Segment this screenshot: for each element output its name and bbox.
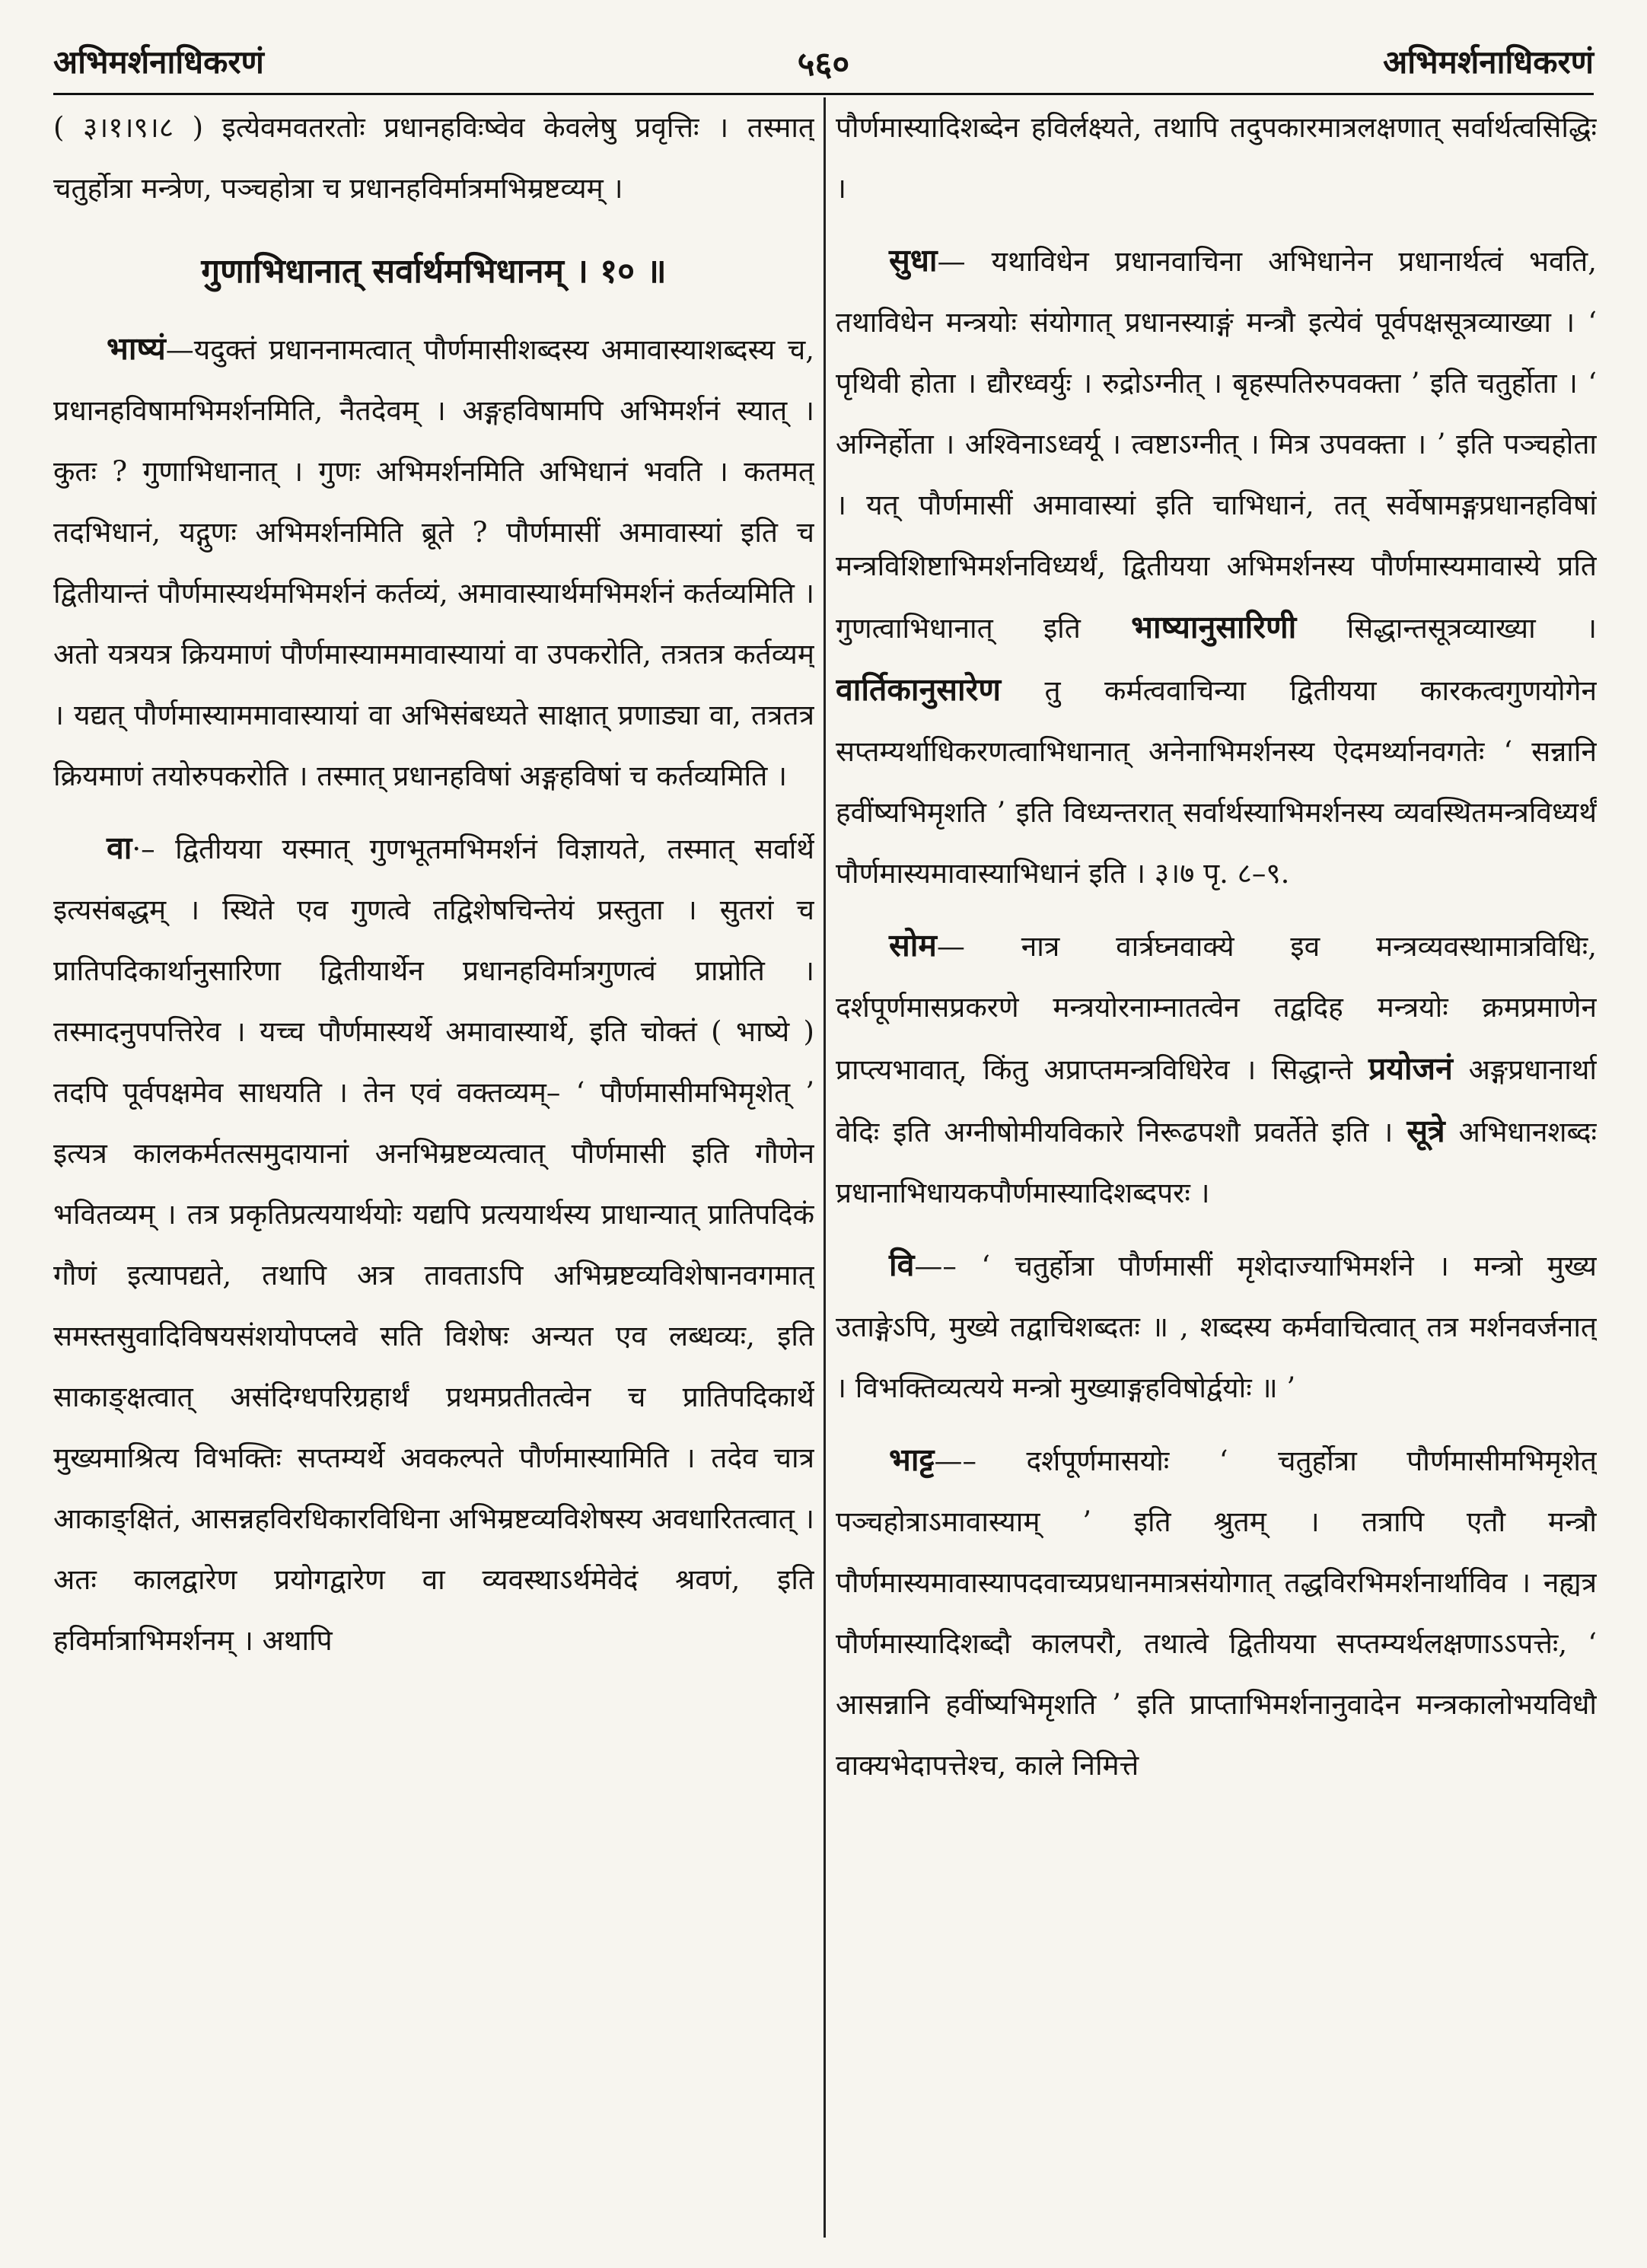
sudha-mid-text: सिद्धान्तसूत्रव्याख्या । [1346, 612, 1597, 645]
va-paragraph [53, 817, 814, 1671]
soma-paragraph [836, 915, 1597, 1224]
soma-text-b: अङ्गप्रधानार्था वेदिः इति अग्नीषोमीयविकारे निरूढपशौ प्रवर्तेते इति । [836, 1053, 1597, 1148]
header-rule [53, 93, 1594, 95]
page-header [53, 40, 1594, 85]
soma-text-a: — नात्र वार्त्रघ्नवाक्ये इव मन्त्रव्यवस्थामात्रविधिः, दर्शपूर्णमासप्रकरणे मन्त्रयोरनाम्नातत्वेन तद्वदिह मन्त्रयोः क्रमप्रमाणेन प्राप्त्यभावात्, किंतु अप्राप्तमन्त्रविधिरेव । सिद्धान्ते [836, 930, 1597, 1086]
bhatta-label: भाट्ट [889, 1441, 935, 1478]
right-column [836, 97, 1597, 2238]
sudha-paragraph [836, 230, 1597, 904]
va-label: वा [107, 830, 132, 866]
vi-text: —– ‘ चतुर्होत्रा पौर्णमासीं मृशेदाज्याभिमर्शने । मन्त्रो मुख्य उताङ्गेऽपि, मुख्ये तद्वाचिशब्दतः ॥ , शब्दस्य कर्मवाचित्वात् तत्र मर्शनवर्जनात् । विभक्तिव्यत्यये मन्त्रो मुख्याङ्गहविषोर्द्वयोः ॥ ’ [836, 1250, 1597, 1404]
vi-label: वि [889, 1247, 915, 1283]
soma-text-c: अभिधानशब्दः प्रधानाभिधायकपौर्णमास्यादिशब्दपरः । [836, 1116, 1597, 1209]
sudha-bold-bhashyanusarini: भाष्यानुसारिणी [1131, 609, 1297, 645]
soma-label: सोम [889, 927, 937, 964]
page-number: ५६० [797, 45, 850, 84]
sudha-bold-vartikanusarena: वार्तिकानुसारेण [836, 671, 1002, 708]
bhatta-paragraph [836, 1429, 1597, 1796]
bhatta-text: —– दर्शपूर्णमासयोः ‘ चतुर्होत्रा पौर्णमासीमभिमृशेत् पञ्चहोत्राऽमावास्याम् ’ इति श्रुतम् । तत्रापि एतौ मन्त्रौ पौर्णमास्यमावास्यापदवाच्यप्रधानमात्रसंयोगात् तद्धविरभिमर्शनार्थाविव । नह्यत्र पौर्णमास्यादिशब्दौ कालपरौ, तथात्वे द्वितीयया सप्तम्यर्थलक्षणाऽऽपत्तेः, ‘ आसन्नानि हवींष्यभिमृशति ’ इति प्राप्ताभिमर्शनानुवादेन मन्त्रकालोभयविधौ वाक्यभेदापत्तेश्च, काले निमित्ते [836, 1445, 1597, 1782]
sudha-label: सुधा [889, 242, 938, 279]
running-title-left: अभिमर्शनाधिकरणं [53, 43, 264, 81]
bhashya-paragraph [53, 318, 814, 807]
left-column [53, 97, 814, 2238]
sudha-end-text: तु कर्मत्ववाचिन्या द्वितीयया कारकत्वगुणयोगेन सप्तम्यर्थाधिकरणत्वाभिधानात् अनेनाभिमर्शनस्य ऐदमर्थ्यानवगतेः ‘ सन्नानि हवींष्यभिमृशति ’ इति विध्यन्तरात् सर्वार्थस्याभिमर्शनस्य व्यवस्थितमन्त्रविध्यर्थं पौर्णमास्यमावास्याभिधानं इति । ३।७ पृ. ८–९. [836, 674, 1597, 890]
soma-bold-prayojanam: प्रयोजनं [1368, 1050, 1453, 1087]
va-text: ·– द्वितीयया यस्मात् गुणभूतमभिमर्शनं विज्ञायते, तस्मात् सर्वार्थे इत्यसंबद्धम् । स्थिते एव गुणत्वे तद्विशेषचिन्तेयं प्रस्तुता । सुतरां च प्रातिपदिकार्थानुसारिणा द्वितीयार्थेन प्रधानहविर्मात्रगुणत्वं प्राप्नोति । तस्मादनुपपत्तिरेव । यच्च पौर्णमास्यर्थे अमावास्यार्थे, इति चोक्तं ( भाष्ये ) तदपि पूर्वपक्षमेव साधयति । तेन एवं वक्तव्यम्– ‘ पौर्णमासीमभिमृशेत् ’ इत्यत्र कालकर्मतत्समुदायानां अनभिम्रष्टव्यत्वात् पौर्णमासी इति गौणेन भवितव्यम् । तत्र प्रकृतिप्रत्ययार्थयोः यद्यपि प्रत्ययार्थस्य प्राधान्यात् प्रातिपदिकं गौणं इत्यापद्यते, तथापि अत्र तावताऽपि अभिम्रष्टव्यविशेषानवगमात् समस्तसुवादिविषयसंशयोपप्लवे सति विशेषः अन्यत एव लब्धव्यः, इति साकाङ्क्षत्वात् असंदिग्धपरिग्रहार्थं प्रथमप्रतीतत्वेन च प्रातिपदिकार्थे मुख्यमाश्रित्य विभक्तिः सप्तम्यर्थे अवकल्पते पौर्णमास्यामिति । तदेव चात्र आकाङ्क्षितं, आसन्नहविरधिकारविधिना अभिम्रष्टव्यविशेषस्य अवधारितत्वात् । अतः कालद्वारेण प्रयोगद्वारेण वा व्यवस्थाऽर्थमेवेदं श्रवणं, इति हविर्मात्राभिमर्शनम् । अथापि [53, 833, 814, 1657]
intro-paragraph: ( ३।१।९।८ ) इत्येवमवतरतोः प्रधानहविःष्वेव केवलेषु प्रवृत्तिः । तस्मात् चतुर्होत्रा मन्त्रेण, पञ्चहोत्रा च प्रधानहविर्मात्रमभिम्रष्टव्यम् । [53, 111, 814, 205]
continuation-paragraph: पौर्णमास्यादिशब्देन हविर्लक्ष्यते, तथापि तदुपकारमात्रलक्षणात् सर्वार्थत्वसिद्धिः । [836, 111, 1597, 205]
sudha-text: — यथाविधेन प्रधानवाचिना अभिधानेन प्रधानार्थत्वं भवति, तथाविधेन मन्त्रयोः संयोगात् प्रधानस्याङ्गं मन्त्रौ इत्येवं पूर्वपक्षसूत्रव्याख्या । ‘ पृथिवी होता । द्यौरध्वर्युः । रुद्रोऽग्नीत् । बृहस्पतिरुपवक्ता ’ इति चतुर्होता । ‘ अग्निर्होता । अश्विनाऽध्वर्यू । त्वष्टाऽग्नीत् । मित्र उपवक्ता । ’ इति पञ्चहोता । यत् पौर्णमासीं अमावास्यां इति चाभिधानं, तत् सर्वेषामङ्गप्रधानहविषां मन्त्रविशिष्टाभिमर्शनविध्यर्थं, द्वितीयया अभिमर्शनस्य पौर्णमास्यमावास्ये प्रति गुणत्वाभिधानात् इति [836, 245, 1597, 645]
soma-bold-sutre: सूत्रे [1406, 1113, 1445, 1149]
bhashya-text: —यदुक्तं प्रधाननामत्वात् पौर्णमासीशब्दस्य अमावास्याशब्दस्य च, प्रधानहविषामभिमर्शनमिति, नैतदेवम् । अङ्गहविषामपि अभिमर्शनं स्यात् । कुतः ? गुणाभिधानात् । गुणः अभिमर्शनमिति अभिधानं भवति । कतमत् तदभिधानं, यद्गुणः अभिमर्शनमिति ब्रूते ? पौर्णमासीं अमावास्यां इति च द्वितीयान्तं पौर्णमास्यर्थमभिमर्शनं कर्तव्यं, अमावास्यार्थमभिमर्शनं कर्तव्यमिति । अतो यत्रयत्र क्रियमाणं पौर्णमास्याममावास्यायां वा उपकरोति, तत्रतत्र कर्तव्यम् । यद्यत् पौर्णमास्याममावास्यायां वा अभिसंबध्यते साक्षात् प्रणाड्या वा, तत्रतत्र क्रियमाणं तयोरुपकरोति । तस्मात् प्रधानहविषां अङ्गहविषां च कर्तव्यमिति । [53, 333, 814, 792]
running-title-right: अभिमर्शनाधिकरणं [1383, 43, 1594, 81]
column-divider [824, 97, 826, 2238]
sutra-heading: गुणाभिधानात् सर्वार्थमभिधानम् । १० ॥ [201, 252, 667, 291]
vi-paragraph [836, 1234, 1597, 1419]
bhashya-label: भाष्यं [107, 330, 166, 367]
